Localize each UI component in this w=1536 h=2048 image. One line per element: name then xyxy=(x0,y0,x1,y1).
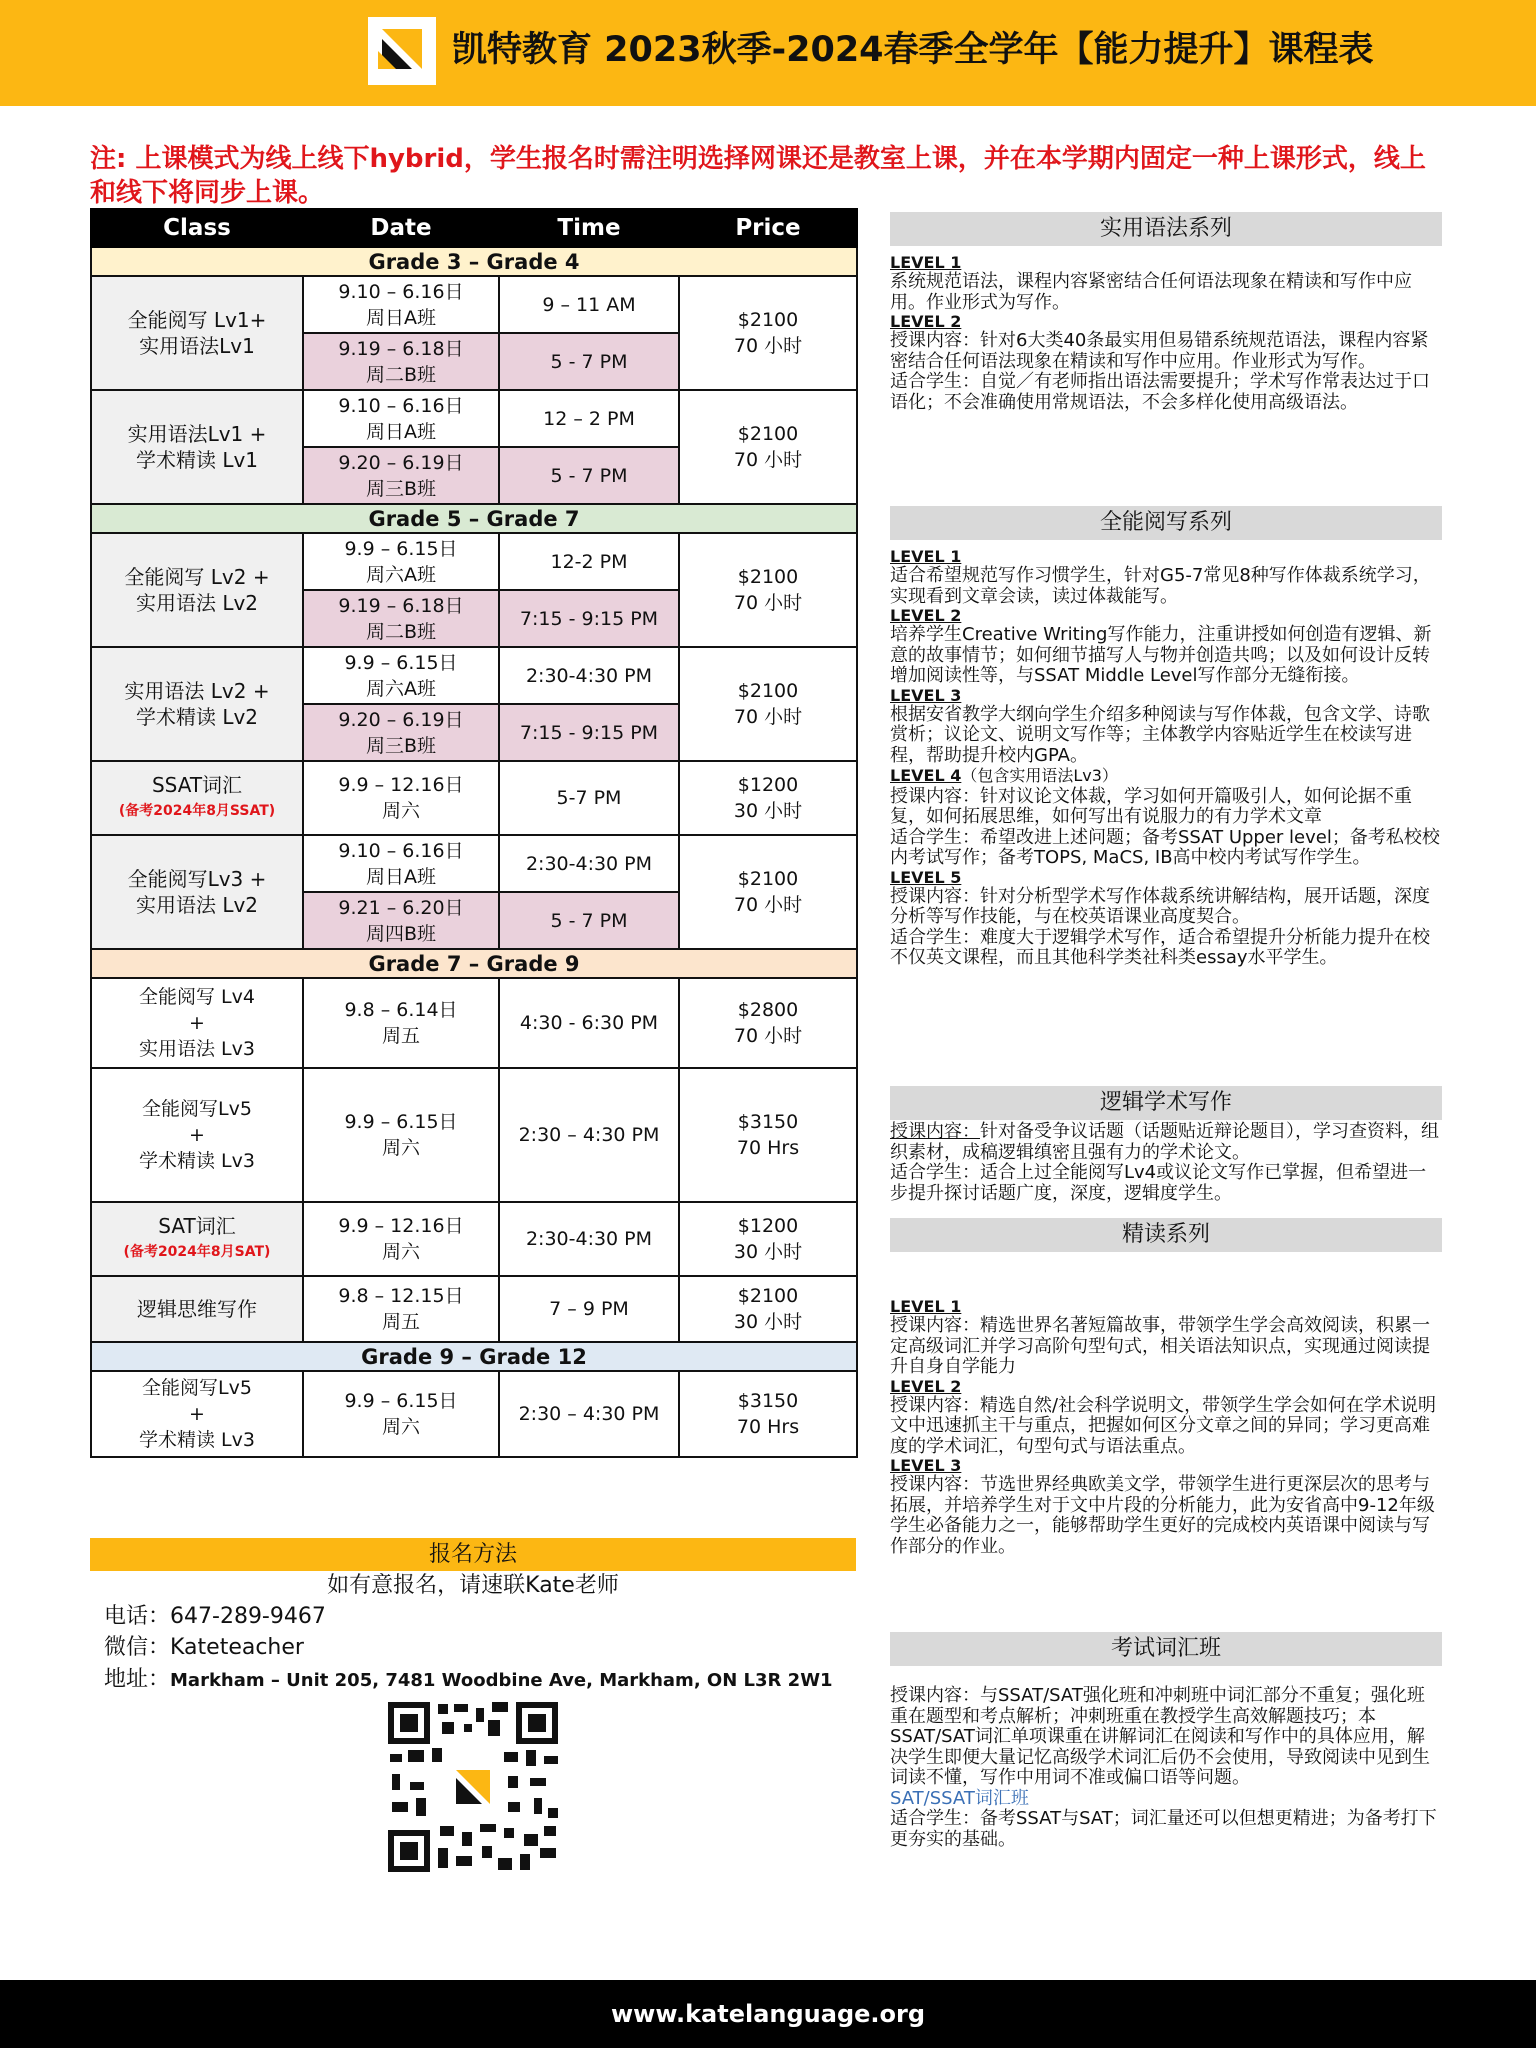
level-label: LEVEL 2 xyxy=(890,606,962,625)
level-label: LEVEL 3 xyxy=(890,1456,962,1475)
date-cell: 9.9 – 6.15日 周六A班 xyxy=(303,647,499,704)
time-cell: 2:30 – 4:30 PM xyxy=(499,1371,679,1457)
section-title: 考试词汇班 xyxy=(890,1632,1442,1666)
level-heading xyxy=(890,766,1442,787)
time-cell: 7 – 9 PM xyxy=(499,1276,679,1342)
date-cell: 9.9 – 6.15日 周六 xyxy=(303,1068,499,1202)
date-cell: 9.9 – 6.15日 周六A班 xyxy=(303,533,499,590)
level-target: 适合学生：希望改进上述问题；备考SSAT Upper level；备考私校校内考试写作；备考TOPS, MaCS, IB高中校内考试写作学生。 xyxy=(890,826,1440,868)
price-cell: $2100 70 小时 xyxy=(679,390,857,504)
time-cell: 5-7 PM xyxy=(499,761,679,835)
time-cell: 5 - 7 PM xyxy=(499,892,679,949)
date-cell: 9.21 – 6.20日 周四B班 xyxy=(303,892,499,949)
section-title: 全能阅写系列 xyxy=(890,506,1442,540)
vocab-link[interactable]: SAT/SSAT词汇班 xyxy=(890,1787,1029,1809)
vocab-text: 授课内容：与SSAT/SAT强化班和冲刺班中词汇部分不重复；强化班重在题型和考点解析；冲刺班重在教授学生高效解题技巧；本SSAT/SAT词汇单项课重在讲解词汇在阅读和写作中的具体应用，解决学生即便大量记忆高级学术词汇后仍不会使用，导致阅读中见到生词读不懂，写作中用词不准或偏口语等问题。 xyxy=(890,1685,1430,1788)
time-cell: 5 - 7 PM xyxy=(499,333,679,390)
level-label: LEVEL 3 xyxy=(890,685,962,705)
date-cell: 9.9 – 12.16日 周六 xyxy=(303,1202,499,1276)
time-cell: 2:30-4:30 PM xyxy=(499,835,679,892)
table-row xyxy=(91,1371,857,1457)
date-cell: 9.20 – 6.19日 周三B班 xyxy=(303,704,499,761)
phone-label: 电话： xyxy=(104,1604,171,1629)
price-cell: $2100 70 小时 xyxy=(679,835,857,949)
date-cell: 9.10 – 6.16日 周日A班 xyxy=(303,835,499,892)
level-text: 授课内容：针对分析型学术写作体裁系统讲解结构，展开话题，深度分析等写作技能，与在校英语课业高度契合。 xyxy=(890,885,1430,927)
level-target: 适合学生：难度大于逻辑学术写作，适合希望提升分析能力提升在校不仅英文课程，而且其他科学类社科类essay水平学生。 xyxy=(890,926,1430,968)
table-row xyxy=(91,533,857,590)
time-cell: 2:30-4:30 PM xyxy=(499,1202,679,1276)
class-name: 实用语法Lv1 + 学术精读 Lv1 xyxy=(91,390,303,504)
table-row xyxy=(91,390,857,447)
date-cell: 9.19 – 6.18日 周二B班 xyxy=(303,333,499,390)
date-cell: 9.9 – 6.15日 周六 xyxy=(303,1371,499,1457)
qr-code xyxy=(384,1698,562,1876)
notice-text: 注: 上课模式为线上线下hybrid，学生报名时需注明选择网课还是教室上课，并在本学期内固定一种上课形式，线上和线下将同步上课。 xyxy=(90,144,1426,208)
level-label: LEVEL 2 xyxy=(890,1376,962,1396)
table-header-row xyxy=(91,209,857,247)
date-cell: 9.19 – 6.18日 周二B班 xyxy=(303,590,499,647)
price-cell: $3150 70 Hrs xyxy=(679,1371,857,1457)
date-cell: 9.8 – 12.15日 周五 xyxy=(303,1276,499,1342)
time-cell: 2:30 – 4:30 PM xyxy=(499,1068,679,1202)
class-title: SAT词汇 xyxy=(158,1214,236,1238)
level-target: 适合学生：适合上过全能阅写Lv4或议论文写作已掌握，但希望进一步提升探讨话题广度，深度，逻辑度学生。 xyxy=(890,1162,1427,1204)
reading-section xyxy=(890,1218,1442,1557)
table-row xyxy=(91,1068,857,1202)
class-note: (备考2024年8月SAT) xyxy=(123,1244,271,1260)
table-row xyxy=(91,761,857,835)
time-cell: 12 – 2 PM xyxy=(499,390,679,447)
vocab-section xyxy=(890,1632,1442,1850)
price-cell: $2100 70 小时 xyxy=(679,276,857,390)
date-cell: 9.20 – 6.19日 周三B班 xyxy=(303,447,499,504)
class-name xyxy=(91,761,303,835)
level-label: LEVEL 5 xyxy=(890,867,962,887)
level-label: LEVEL 1 xyxy=(890,547,962,566)
grade-band: Grade 3 – Grade 4 xyxy=(91,247,857,276)
price-cell: $1200 30 小时 xyxy=(679,1202,857,1276)
table-row xyxy=(91,978,857,1068)
class-name: 全能阅写Lv3 + 实用语法 Lv2 xyxy=(91,835,303,949)
price-cell: $2100 30 小时 xyxy=(679,1276,857,1342)
level-target: 适合学生：备考SSAT与SAT；词汇量还可以但想更精进；为备考打下更夯实的基础。 xyxy=(890,1808,1437,1850)
class-name: 逻辑思维写作 xyxy=(91,1276,303,1342)
price-cell: $2100 70 小时 xyxy=(679,647,857,761)
logic-section xyxy=(890,1086,1442,1204)
section-title: 逻辑学术写作 xyxy=(890,1086,1442,1120)
time-cell: 5 - 7 PM xyxy=(499,447,679,504)
class-note: (备考2024年8月SSAT) xyxy=(118,803,276,819)
level-text: 授课内容：精选自然/社会科学说明文，带领学生学会如何在学术说明文中迅速抓主干与重点，把握如何区分文章之间的异同；学习更高难度的学术词汇，句型句式与语法重点。 xyxy=(890,1394,1437,1457)
price-cell: $2800 70 小时 xyxy=(679,978,857,1068)
level-label: LEVEL 1 xyxy=(890,1297,962,1316)
grade-band: Grade 9 – Grade 12 xyxy=(91,1342,857,1371)
price-cell: $3150 70 Hrs xyxy=(679,1068,857,1202)
level-label: LEVEL 2 xyxy=(890,312,962,331)
grammar-section xyxy=(890,212,1442,413)
time-cell: 7:15 - 9:15 PM xyxy=(499,590,679,647)
col-header-time: Time xyxy=(499,209,679,247)
time-cell: 9 – 11 AM xyxy=(499,276,679,333)
header-banner xyxy=(0,0,1536,106)
level-text: 培养学生Creative Writing写作能力，注重讲授如何创造有逻辑、新意的故事情节；如何细节描写人与物并创造共鸣；以及如何设计反转增加阅读性等，与SSAT Middle Level写作部分无缝衔接。 xyxy=(890,624,1432,686)
signup-title: 报名方法 xyxy=(90,1538,856,1571)
table-row xyxy=(91,647,857,704)
class-name xyxy=(91,1202,303,1276)
date-cell: 9.9 – 12.16日 周六 xyxy=(303,761,499,835)
level-text: 授课内容：针对议论文体裁，学习如何开篇吸引人，如何论据不重复，如何拓展思维，如何写出有说服力的有力学术文章 xyxy=(890,785,1412,827)
time-cell: 7:15 - 9:15 PM xyxy=(499,704,679,761)
col-header-class: Class xyxy=(91,209,303,247)
section-title: 实用语法系列 xyxy=(890,212,1442,246)
kate-logo-icon xyxy=(368,17,436,85)
page-title: 凯特教育 2023秋季-2024春季全学年【能力提升】课程表 xyxy=(452,30,1374,70)
section-title: 精读系列 xyxy=(890,1218,1442,1252)
date-cell: 9.8 – 6.14日 周五 xyxy=(303,978,499,1068)
phone-line xyxy=(104,1602,326,1632)
level-text: 授课内容：精选世界名著短篇故事，带领学生学会高效阅读，积累一定高级词汇并学习高阶句型句式，相关语法知识点，实现通过阅读提升自身自学能力 xyxy=(890,1315,1430,1377)
class-name: 全能阅写Lv5 + 学术精读 Lv3 xyxy=(91,1068,303,1202)
level-label: LEVEL 1 xyxy=(890,253,962,272)
level-label: LEVEL 4 xyxy=(890,766,962,785)
class-name: 全能阅写 Lv4 + 实用语法 Lv3 xyxy=(91,978,303,1068)
footer-url[interactable]: www.katelanguage.org xyxy=(0,1980,1536,2048)
level-text: 适合希望规范写作习惯学生，针对G5-7常见8种写作体裁系统学习，实现看到文章会读，读过体裁能写。 xyxy=(890,565,1431,607)
level-text: 授课内容：针对6大类40条最实用但易错系统规范语法，课程内容紧密结合任何语法现象在精读和写作中应用。作业形式为写作。 xyxy=(890,330,1429,372)
schedule-table xyxy=(90,208,858,1458)
signup-text: 如有意报名，请速联Kate老师 xyxy=(327,1573,619,1598)
logic-text xyxy=(890,1122,1442,1163)
level-suffix: （包含实用语法Lv3） xyxy=(961,766,1118,785)
price-cell: $2100 70 小时 xyxy=(679,533,857,647)
grade-band: Grade 5 – Grade 7 xyxy=(91,504,857,533)
table-row xyxy=(91,1202,857,1276)
address-label: 地址： xyxy=(104,1667,171,1692)
level-text: 根据安省教学大纲向学生介绍多种阅读与写作体裁，包含文学、诗歌赏析；议论文、说明文写作等；主体教学内容贴近学生在校读写进程，帮助提升校内GPA。 xyxy=(890,703,1430,766)
level-target: 适合学生：自觉／有老师指出语法需要提升；学术写作常表达过于口语化；不会准确使用常规语法，不会多样化使用高级语法。 xyxy=(890,371,1430,413)
logic-lead: 授课内容： xyxy=(890,1121,980,1142)
class-title: SSAT词汇 xyxy=(151,773,243,797)
date-cell: 9.10 – 6.16日 周日A班 xyxy=(303,390,499,447)
address-line xyxy=(104,1665,833,1696)
level-text: 授课内容：节选世界经典欧美文学，带领学生进行更深层次的思考与拓展，并培养学生对于文中片段的分析能力，此为安省高中9-12年级学生必备能力之一，能够帮助学生更好的完成校内英语课中阅读与写作部分的作业。 xyxy=(890,1474,1435,1557)
logic-body: 针对备受争议话题（话题贴近辩论题目），学习查资料，组织素材，成稿逻辑缜密且强有力的学术论文。 xyxy=(890,1121,1439,1163)
wechat-label: 微信： xyxy=(104,1635,171,1660)
class-name: 全能阅写 Lv2 + 实用语法 Lv2 xyxy=(91,533,303,647)
phone-value[interactable]: 647-289-9467 xyxy=(170,1604,326,1629)
wechat-line xyxy=(104,1633,304,1663)
class-name: 全能阅写Lv5 + 学术精读 Lv3 xyxy=(91,1371,303,1457)
date-cell: 9.10 – 6.16日 周日A班 xyxy=(303,276,499,333)
price-cell: $1200 30 小时 xyxy=(679,761,857,835)
address-value: Markham – Unit 205, 7481 Woodbine Ave, Markham, ON L3R 2W1 xyxy=(170,1670,833,1691)
time-cell: 2:30-4:30 PM xyxy=(499,647,679,704)
wechat-value: Kateteacher xyxy=(170,1635,304,1660)
table-row xyxy=(91,1276,857,1342)
writing-section xyxy=(890,506,1442,969)
table-row xyxy=(91,276,857,333)
col-header-date: Date xyxy=(303,209,499,247)
table-row xyxy=(91,835,857,892)
time-cell: 4:30 - 6:30 PM xyxy=(499,978,679,1068)
class-name: 全能阅写 Lv1+ 实用语法Lv1 xyxy=(91,276,303,390)
level-text: 系统规范语法，课程内容紧密结合任何语法现象在精读和写作中应用。作业形式为写作。 xyxy=(890,271,1412,313)
grade-band: Grade 7 – Grade 9 xyxy=(91,949,857,978)
col-header-price: Price xyxy=(679,209,857,247)
time-cell: 12-2 PM xyxy=(499,533,679,590)
class-name: 实用语法 Lv2 + 学术精读 Lv2 xyxy=(91,647,303,761)
